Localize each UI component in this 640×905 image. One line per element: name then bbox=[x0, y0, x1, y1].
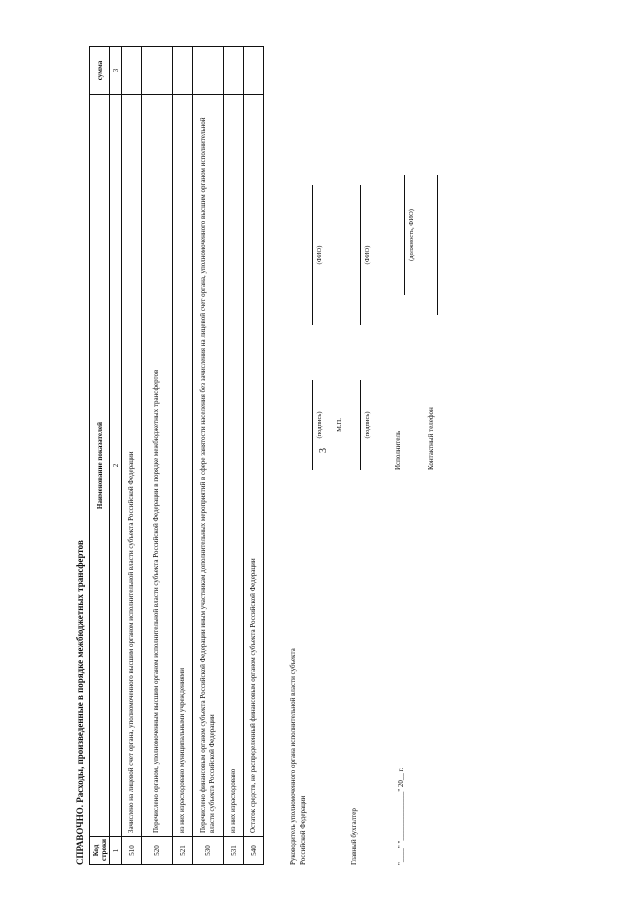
head-name-caption: (ФИО) bbox=[316, 245, 323, 265]
table-header-row bbox=[90, 47, 110, 865]
accountant-name-caption: (ФИО) bbox=[364, 245, 371, 265]
executor-caption: (должность, ФИО) bbox=[408, 209, 415, 261]
head-signature-line[interactable] bbox=[303, 380, 313, 470]
row-name: из них израсходовано муниципальными учреждениями bbox=[173, 95, 193, 837]
table-row bbox=[122, 47, 142, 865]
row-code: 540 bbox=[244, 837, 264, 865]
table-row bbox=[173, 47, 193, 865]
transfers-table bbox=[89, 46, 264, 865]
row-amount[interactable] bbox=[244, 47, 264, 95]
head-signature-caption: (подпись) bbox=[316, 411, 323, 439]
row-amount[interactable] bbox=[173, 47, 193, 95]
accountant-name-line[interactable] bbox=[351, 185, 361, 325]
row-name: из них израсходовано bbox=[224, 95, 244, 837]
column-number-3: 3 bbox=[110, 47, 122, 95]
row-code: 530 bbox=[193, 837, 224, 865]
executor-line[interactable] bbox=[395, 175, 405, 295]
table-row bbox=[193, 47, 224, 865]
row-name: Остаток средств, не распределенный финансовым органом субъекта Российской Федерации bbox=[244, 95, 264, 837]
header-name: Наименование показателей bbox=[90, 95, 110, 837]
row-amount[interactable] bbox=[193, 47, 224, 95]
phone-label: Контактный телефон bbox=[427, 407, 435, 470]
accountant-signature-line[interactable] bbox=[351, 380, 361, 470]
date-line: "____" "______________" 20__ г. bbox=[397, 767, 405, 865]
row-name: Перечислено органом, уполномоченным высшим органом исполнительной власти субъекта Российской Федерации в порядке межбюджетных трансфертов bbox=[142, 95, 173, 837]
column-number-row bbox=[110, 47, 122, 865]
table-row bbox=[244, 47, 264, 865]
head-label: Руководитель уполномоченного органа исполнительной власти субъекта Российской Федерации bbox=[289, 648, 307, 865]
header-amount: сумма bbox=[90, 47, 110, 95]
head-name-line[interactable] bbox=[303, 185, 313, 325]
phone-line[interactable] bbox=[428, 175, 438, 315]
row-amount[interactable] bbox=[224, 47, 244, 95]
accountant-label: Главный бухгалтер bbox=[350, 808, 358, 865]
row-amount[interactable] bbox=[122, 47, 142, 95]
column-number-1: 1 bbox=[110, 837, 122, 865]
column-number-2: 2 bbox=[110, 95, 122, 837]
accountant-signature-caption: (подпись) bbox=[364, 411, 371, 439]
row-name: Перечислено финансовым органом субъекта Российской Федерации иным участникам дополнительных мероприятий в сфере занятости населения без зачисления на лицевой счет органа, уполномоченного высшим органом исполнительной власти субъекта Российской Федерации bbox=[193, 95, 224, 837]
rotated-sheet bbox=[75, 45, 450, 865]
table-title: СПРАВОЧНО. Расходы, произведенные в порядке межбюджетных трансфертов bbox=[75, 540, 85, 865]
table-row bbox=[224, 47, 244, 865]
page-number: 3 bbox=[318, 448, 329, 453]
signature-block bbox=[289, 47, 449, 865]
row-code: 520 bbox=[142, 837, 173, 865]
row-code: 521 bbox=[173, 837, 193, 865]
row-code: 510 bbox=[122, 837, 142, 865]
header-code: Код строки bbox=[90, 837, 110, 865]
executor-label: Исполнитель bbox=[394, 430, 402, 470]
table-row bbox=[142, 47, 173, 865]
stamp-label: М.П. bbox=[336, 418, 343, 432]
row-amount[interactable] bbox=[142, 47, 173, 95]
row-name: Зачислено на лицевой счет органа, уполномоченного высшим органом исполнительной власти субъекта Российской Федерации bbox=[122, 95, 142, 837]
row-code: 531 bbox=[224, 837, 244, 865]
